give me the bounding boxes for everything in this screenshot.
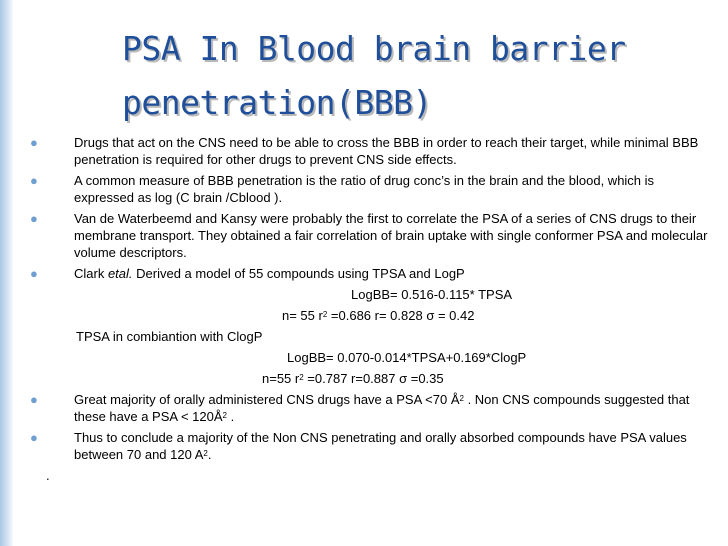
great-text-2: . Non CNS compounds suggested that these have a PSA < 120Å (74, 392, 690, 424)
stats-2-n: n=55 r (262, 371, 300, 386)
bullet-text: A common measure of BBB penetration is the ratio of drug conc’s in the brain and the blood, which is expressed as log (C brain /Cblood ). (74, 173, 655, 205)
bullet-dot-icon: ● (30, 266, 38, 281)
bullet-item-conclusion (24, 429, 714, 463)
bullet-dot-icon: ● (30, 173, 38, 188)
bullet-item-cns-crossing (24, 134, 714, 168)
stats-1-sup: 2 (322, 310, 328, 319)
bullet-dot-icon: ● (30, 430, 38, 445)
slide-left-accent-bar (0, 0, 14, 546)
stats-line-1 (24, 307, 714, 324)
thus-text-2: . (207, 447, 212, 462)
bullet-dot-icon: ● (30, 135, 38, 150)
bullet-dot-icon: ● (30, 211, 38, 226)
bullet-item-clark-model (24, 265, 714, 282)
tpsa-clogp-label: TPSA in combiantion with ClogP (76, 329, 263, 344)
bullet-item-great-majority (24, 391, 714, 425)
great-sup-2: 2 (222, 411, 227, 420)
stats-2-sup: 2 (299, 373, 304, 382)
thus-sup-1: 2 (203, 449, 208, 458)
trailing-dot: . (46, 468, 50, 483)
bullet-dot-icon: ● (30, 392, 38, 407)
stats-line-2 (24, 370, 714, 387)
formula-logbb-tpsa: LogBB= 0.516-0.115* TPSA (351, 287, 513, 302)
bullet-item-bbb-measure (24, 172, 714, 206)
bullet-item-van-de-waterbeemd (24, 210, 714, 261)
slide-title-line-2: penetration(BBB) (122, 83, 432, 122)
bullet-text: Drugs that act on the CNS need to be able to cross the BBB in order to reach their target, while minimal BBB penetration is required for other drugs to prevent CNS side effects. (74, 135, 699, 167)
slide-body (24, 134, 714, 484)
stats-1-n: n= 55 r (282, 308, 323, 323)
slide-title-line-1: PSA In Blood brain barrier (122, 29, 626, 68)
stats-1-rest: =0.686 r= 0.828 σ = 0.42 (327, 308, 475, 323)
slide-title (122, 22, 712, 130)
thus-text-1: Thus to conclude a majority of the Non CNS penetrating and orally absorbed compounds have PSA values between 70 and 120 A (74, 430, 687, 462)
bullet-text: Van de Waterbeemd and Kansy were probably the first to correlate the PSA of a series of CNS drugs to their membrane transport. They obtained a fair correlation of brain uptake with single conformer PSA and molecular volume descriptors. (74, 211, 708, 260)
great-text-1: Great majority of orally administered CNS drugs have a PSA <70 Å (74, 392, 460, 407)
great-text-3: . (226, 409, 235, 424)
clark-etal: etal. (107, 266, 133, 281)
clark-prefix: Clark (74, 266, 108, 281)
formula-logbb-tpsa-clogp: LogBB= 0.070-0.014*TPSA+0.169*ClogP (287, 350, 527, 365)
great-sup-1: 2 (459, 394, 464, 403)
stats-2-rest: =0.787 r=0.887 σ =0.35 (303, 371, 444, 386)
clark-suffix: Derived a model of 55 compounds using TPSA and LogP (132, 266, 465, 281)
